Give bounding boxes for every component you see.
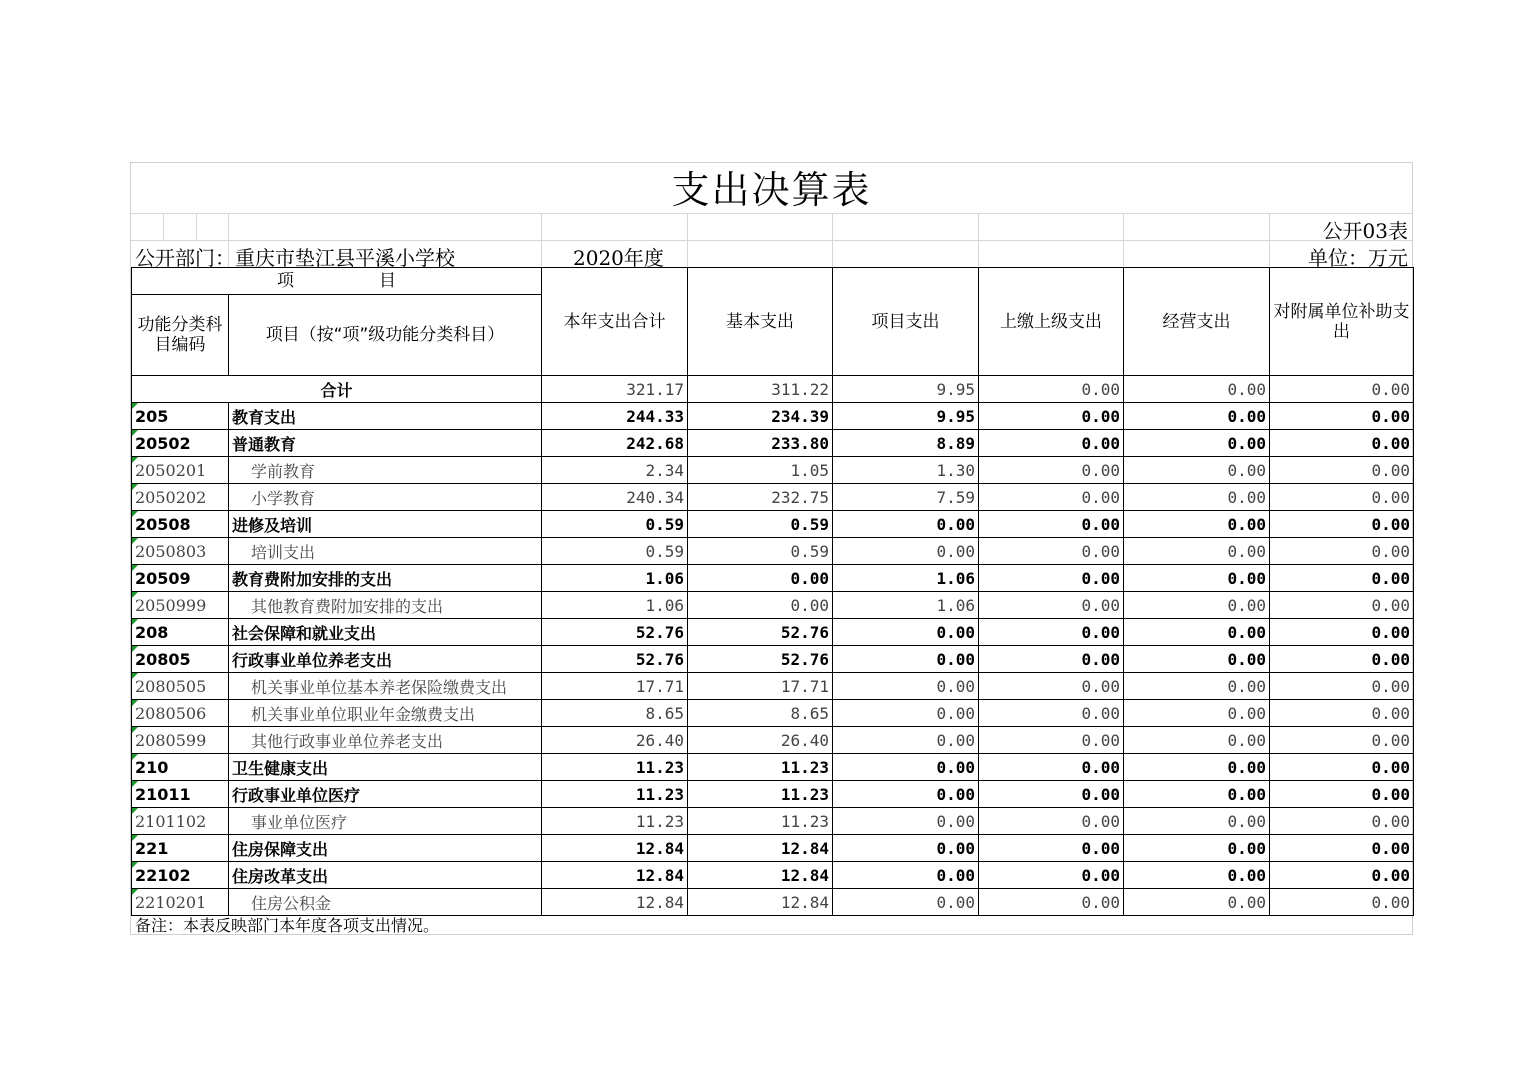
row-value: 0.00 — [1270, 430, 1414, 457]
row-value: 0.00 — [1270, 673, 1414, 700]
row-code: 21011 — [132, 781, 229, 808]
table-row — [132, 835, 1414, 862]
grid-line — [196, 213, 197, 240]
row-name: 卫生健康支出 — [229, 754, 542, 781]
row-value: 11.23 — [542, 754, 688, 781]
row-value: 0.00 — [1270, 457, 1414, 484]
row-name: 住房保障支出 — [229, 835, 542, 862]
row-value: 0.00 — [1270, 592, 1414, 619]
row-value: 0.00 — [1124, 862, 1270, 889]
col-header-operating: 经营支出 — [1124, 268, 1270, 376]
row-code: 2210201 — [132, 889, 229, 916]
table-row — [132, 673, 1414, 700]
row-value: 0.00 — [979, 457, 1124, 484]
grid-line — [131, 213, 1412, 214]
row-value: 1.06 — [833, 592, 979, 619]
form-number: 公开03表 — [1322, 219, 1408, 243]
row-value: 0.00 — [1124, 700, 1270, 727]
row-code: 2080505 — [132, 673, 229, 700]
row-value: 0.59 — [688, 511, 833, 538]
total-value: 0.00 — [979, 376, 1124, 403]
row-value: 1.05 — [688, 457, 833, 484]
row-value: 0.00 — [979, 889, 1124, 916]
table-row — [132, 403, 1414, 430]
row-value: 12.84 — [542, 862, 688, 889]
row-value: 0.00 — [979, 835, 1124, 862]
row-name: 学前教育 — [229, 457, 542, 484]
row-value: 8.65 — [542, 700, 688, 727]
row-value: 232.75 — [688, 484, 833, 511]
row-value: 8.65 — [688, 700, 833, 727]
col-header-code: 功能分类科目编码 — [132, 295, 229, 376]
row-code: 20805 — [132, 646, 229, 673]
table-row — [132, 565, 1414, 592]
row-value: 0.00 — [833, 754, 979, 781]
row-value: 0.00 — [979, 862, 1124, 889]
row-value: 11.23 — [688, 781, 833, 808]
row-value: 0.00 — [1124, 430, 1270, 457]
table-row — [132, 511, 1414, 538]
row-value: 234.39 — [688, 403, 833, 430]
row-code: 2050201 — [132, 457, 229, 484]
row-code: 205 — [132, 403, 229, 430]
row-value: 0.00 — [833, 835, 979, 862]
row-value: 7.59 — [833, 484, 979, 511]
row-value: 0.00 — [833, 538, 979, 565]
table-row — [132, 862, 1414, 889]
total-value: 311.22 — [688, 376, 833, 403]
row-value: 242.68 — [542, 430, 688, 457]
row-value: 11.23 — [688, 754, 833, 781]
row-code: 20508 — [132, 511, 229, 538]
total-label: 合计 — [132, 376, 542, 403]
row-code: 22102 — [132, 862, 229, 889]
row-value: 0.00 — [979, 403, 1124, 430]
table-row — [132, 457, 1414, 484]
row-value: 0.00 — [1270, 484, 1414, 511]
row-name: 进修及培训 — [229, 511, 542, 538]
row-value: 0.00 — [979, 646, 1124, 673]
table-row — [132, 727, 1414, 754]
row-value: 0.00 — [979, 592, 1124, 619]
table-row — [132, 781, 1414, 808]
row-code: 2050202 — [132, 484, 229, 511]
table-row — [132, 538, 1414, 565]
row-value: 0.00 — [833, 619, 979, 646]
grid-line — [1123, 213, 1124, 267]
grid-line — [1269, 213, 1270, 267]
row-value: 0.00 — [1124, 727, 1270, 754]
row-value: 0.00 — [1270, 511, 1414, 538]
unit-label: 单位：万元 — [1308, 246, 1408, 270]
row-value: 0.00 — [1270, 538, 1414, 565]
row-name: 事业单位医疗 — [229, 808, 542, 835]
row-value: 0.00 — [688, 592, 833, 619]
row-value: 0.00 — [1124, 565, 1270, 592]
row-value: 0.00 — [1124, 673, 1270, 700]
grid-line — [687, 213, 688, 267]
row-value: 0.00 — [833, 808, 979, 835]
row-value: 0.00 — [1124, 835, 1270, 862]
row-value: 0.00 — [1270, 754, 1414, 781]
row-value: 0.00 — [1124, 781, 1270, 808]
row-value: 0.00 — [979, 808, 1124, 835]
row-value: 11.23 — [542, 808, 688, 835]
row-value: 0.00 — [1124, 484, 1270, 511]
grid-line — [832, 213, 833, 267]
row-code: 210 — [132, 754, 229, 781]
table-row — [132, 619, 1414, 646]
row-value: 1.06 — [542, 592, 688, 619]
row-name: 行政事业单位养老支出 — [229, 646, 542, 673]
row-value: 0.00 — [1270, 808, 1414, 835]
row-value: 0.00 — [1270, 619, 1414, 646]
row-value: 2.34 — [542, 457, 688, 484]
row-value: 0.00 — [1124, 403, 1270, 430]
row-code: 2080506 — [132, 700, 229, 727]
col-header-name: 项目（按“项”级功能分类科目） — [229, 295, 542, 376]
table-row — [132, 592, 1414, 619]
row-value: 52.76 — [688, 619, 833, 646]
row-value: 11.23 — [542, 781, 688, 808]
row-value: 1.06 — [542, 565, 688, 592]
table-row — [132, 700, 1414, 727]
expenditure-table — [131, 267, 1414, 916]
row-value: 1.30 — [833, 457, 979, 484]
row-value: 0.00 — [1270, 727, 1414, 754]
grid-line — [541, 213, 542, 267]
row-value: 0.00 — [979, 565, 1124, 592]
row-value: 0.00 — [1270, 862, 1414, 889]
row-value: 0.59 — [542, 511, 688, 538]
department-label: 公开部门：重庆市垫江县平溪小学校 — [135, 246, 455, 270]
row-value: 12.84 — [542, 889, 688, 916]
row-value: 12.84 — [688, 889, 833, 916]
page-title: 支出决算表 — [671, 168, 872, 212]
row-value: 0.00 — [1124, 511, 1270, 538]
row-value: 0.00 — [833, 700, 979, 727]
row-value: 9.95 — [833, 403, 979, 430]
row-value: 0.00 — [833, 889, 979, 916]
row-value: 0.00 — [1124, 619, 1270, 646]
total-row — [132, 376, 1414, 403]
row-value: 0.00 — [979, 511, 1124, 538]
row-value: 0.00 — [833, 511, 979, 538]
table-row — [132, 484, 1414, 511]
table-row — [132, 808, 1414, 835]
row-value: 0.00 — [833, 646, 979, 673]
row-value: 1.06 — [833, 565, 979, 592]
row-value: 0.00 — [1270, 646, 1414, 673]
row-code: 2050999 — [132, 592, 229, 619]
row-value: 0.00 — [1270, 565, 1414, 592]
col-header-remit: 上缴上级支出 — [979, 268, 1124, 376]
row-value: 0.00 — [833, 727, 979, 754]
row-code: 208 — [132, 619, 229, 646]
row-value: 240.34 — [542, 484, 688, 511]
row-name: 教育费附加安排的支出 — [229, 565, 542, 592]
row-value: 0.00 — [1270, 781, 1414, 808]
row-name: 机关事业单位基本养老保险缴费支出 — [229, 673, 542, 700]
row-value: 12.84 — [688, 835, 833, 862]
row-value: 0.00 — [979, 781, 1124, 808]
row-name: 机关事业单位职业年金缴费支出 — [229, 700, 542, 727]
row-value: 0.00 — [1124, 889, 1270, 916]
row-value: 0.00 — [979, 619, 1124, 646]
row-name: 住房公积金 — [229, 889, 542, 916]
row-name: 住房改革支出 — [229, 862, 542, 889]
row-name: 其他教育费附加安排的支出 — [229, 592, 542, 619]
row-value: 0.00 — [979, 484, 1124, 511]
row-value: 0.00 — [688, 565, 833, 592]
row-code: 2050803 — [132, 538, 229, 565]
row-name: 小学教育 — [229, 484, 542, 511]
row-value: 0.00 — [979, 673, 1124, 700]
row-value: 0.00 — [1270, 889, 1414, 916]
row-value: 0.00 — [979, 700, 1124, 727]
row-value: 12.84 — [542, 835, 688, 862]
row-value: 17.71 — [688, 673, 833, 700]
row-value: 0.00 — [833, 781, 979, 808]
row-value: 0.00 — [1124, 808, 1270, 835]
row-name: 教育支出 — [229, 403, 542, 430]
row-value: 0.00 — [833, 862, 979, 889]
row-value: 0.00 — [1270, 835, 1414, 862]
row-value: 11.23 — [688, 808, 833, 835]
row-value: 0.00 — [1124, 754, 1270, 781]
row-name: 社会保障和就业支出 — [229, 619, 542, 646]
row-value: 0.00 — [1270, 403, 1414, 430]
row-value: 26.40 — [542, 727, 688, 754]
col-header-subsidy: 对附属单位补助支出 — [1270, 268, 1414, 376]
row-value: 0.59 — [688, 538, 833, 565]
total-value: 0.00 — [1270, 376, 1414, 403]
item-group-header: 项 目 — [132, 268, 542, 295]
year-label: 2020年度 — [573, 246, 664, 270]
row-code: 2080599 — [132, 727, 229, 754]
table-row — [132, 889, 1414, 916]
row-value: 244.33 — [542, 403, 688, 430]
total-value: 9.95 — [833, 376, 979, 403]
col-header-total: 本年支出合计 — [542, 268, 688, 376]
table-row — [132, 754, 1414, 781]
row-value: 0.00 — [833, 673, 979, 700]
row-value: 0.00 — [979, 727, 1124, 754]
row-value: 0.00 — [1124, 646, 1270, 673]
row-value: 0.00 — [1124, 538, 1270, 565]
row-value: 0.00 — [1270, 700, 1414, 727]
spreadsheet-page — [130, 162, 1413, 935]
total-value: 0.00 — [1124, 376, 1270, 403]
row-value: 0.00 — [979, 538, 1124, 565]
row-code: 2101102 — [132, 808, 229, 835]
row-name: 普通教育 — [229, 430, 542, 457]
row-value: 0.59 — [542, 538, 688, 565]
grid-line — [131, 240, 1412, 241]
row-value: 0.00 — [1124, 457, 1270, 484]
row-value: 0.00 — [979, 430, 1124, 457]
row-code: 221 — [132, 835, 229, 862]
row-value: 52.76 — [688, 646, 833, 673]
table-row — [132, 646, 1414, 673]
row-name: 培训支出 — [229, 538, 542, 565]
row-value: 26.40 — [688, 727, 833, 754]
row-code: 20502 — [132, 430, 229, 457]
row-value: 17.71 — [542, 673, 688, 700]
row-value: 52.76 — [542, 646, 688, 673]
row-value: 52.76 — [542, 619, 688, 646]
grid-line — [163, 213, 164, 240]
row-value: 0.00 — [1124, 592, 1270, 619]
total-value: 321.17 — [542, 376, 688, 403]
row-value: 12.84 — [688, 862, 833, 889]
col-header-basic: 基本支出 — [688, 268, 833, 376]
table-row — [132, 430, 1414, 457]
row-value: 233.80 — [688, 430, 833, 457]
row-name: 其他行政事业单位养老支出 — [229, 727, 542, 754]
row-value: 8.89 — [833, 430, 979, 457]
grid-line — [978, 213, 979, 267]
col-header-project: 项目支出 — [833, 268, 979, 376]
footnote: 备注：本表反映部门本年度各项支出情况。 — [135, 916, 440, 935]
row-name: 行政事业单位医疗 — [229, 781, 542, 808]
row-code: 20509 — [132, 565, 229, 592]
row-value: 0.00 — [979, 754, 1124, 781]
